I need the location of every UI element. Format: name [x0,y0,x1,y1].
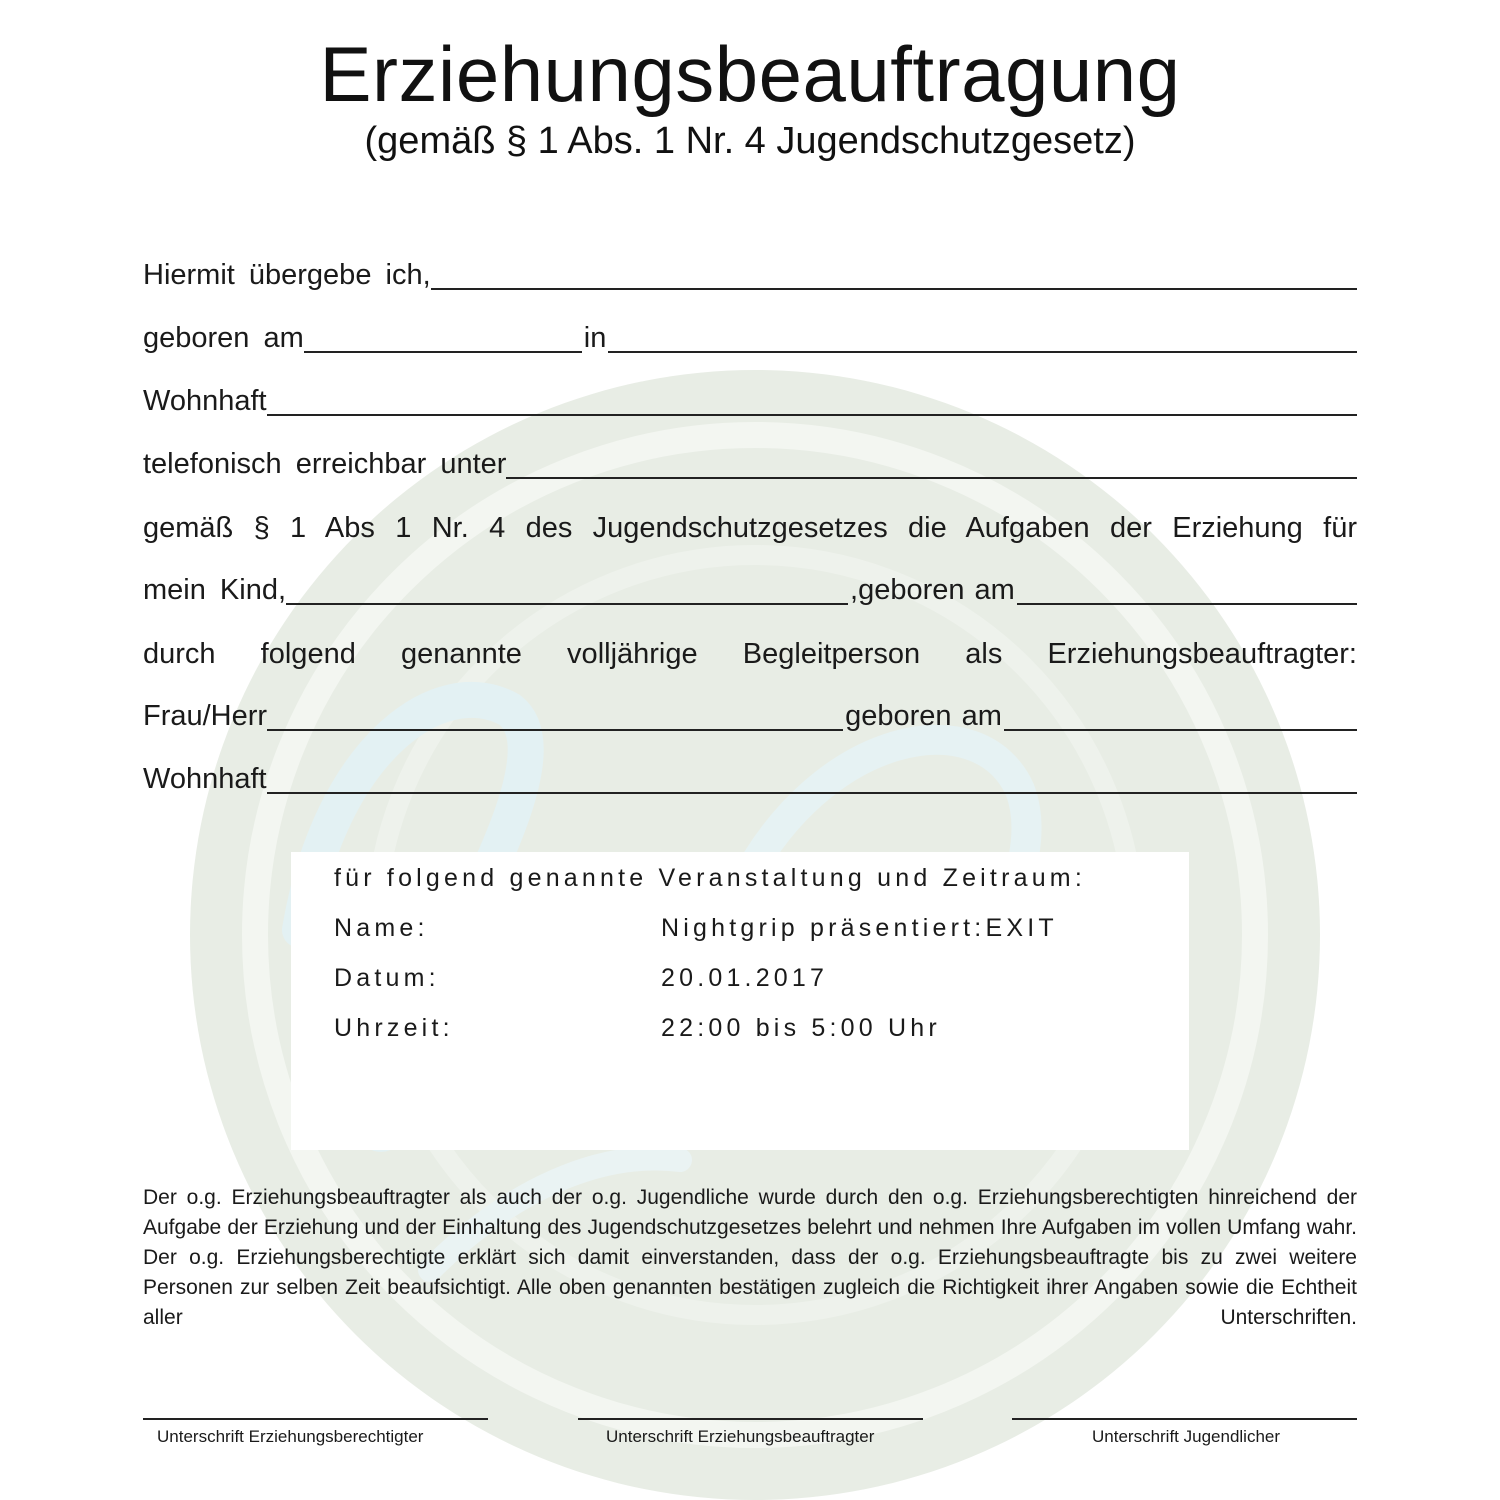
guardian-residence-field[interactable] [267,762,1357,794]
form-row-child [143,551,1357,614]
form-row-guardian-residence [143,740,1357,803]
guardian-label: Frau/Herr [143,700,268,732]
parent-residence-field[interactable] [267,384,1357,416]
child-born-label: ,geboren am [850,574,1015,606]
form-row-parent-residence [143,362,1357,425]
guardian-statement-text: durch folgend genannte volljährige Begleitperson als Erziehungsbeauftragter: [143,638,1357,670]
parent-label: Hiermit übergebe ich, [143,259,431,291]
guardian-residence-label: Wohnhaft [143,763,267,795]
form-row-statement [143,488,1357,551]
signature-line-parent[interactable] [143,1418,488,1420]
signature-line-minor[interactable] [1012,1418,1357,1420]
consent-form [143,236,1357,803]
signature-label-guardian: Unterschrift Erziehungsbeauftragter [606,1427,875,1446]
guardian-born-label: geboren am [845,700,1002,732]
guardian-name-field[interactable] [267,699,843,731]
event-name-value: Nightgrip präsentiert:EXIT [661,914,1058,942]
event-heading: für folgend genannte Veranstaltung und Zeitraum: [334,864,1086,892]
signature-line-guardian[interactable] [578,1418,923,1420]
event-name-label: Name: [334,914,429,942]
form-row-parent [143,236,1357,299]
form-row-phone [143,425,1357,488]
parent-residence-label: Wohnhaft [143,385,267,417]
disclaimer-paragraph: Der o.g. Erziehungsbeauftragter als auch der o.g. Jugendliche wurde durch den o.g. Erziehungsberechtigten hinreichend der Aufgabe der Erziehung und der Einhaltung des Jugendschutzgesetzes belehrt und nehmen Ihre Aufgaben im vollen Umfang wahr. Der o.g. Erziehungsberechtigte erklärt sich damit einverstanden, dass der o.g. Erziehungsbeauftragte bis zu zwei weitere Personen zur selben Zeit beaufsichtigt. Alle oben genannten bestätigen zugleich die Richtigkeit ihrer Angaben sowie die Echtheit aller Unterschriften. [143,1186,1357,1329]
child-label: mein Kind, [143,574,287,606]
signature-label-parent: Unterschrift Erziehungsberechtigter [157,1427,424,1446]
event-details-box [291,852,1189,1150]
signature-label-minor: Unterschrift Jugendlicher [1092,1427,1281,1446]
parent-birthplace-field[interactable] [608,321,1357,353]
event-date-label: Datum: [334,964,440,992]
event-date-value: 20.01.2017 [661,964,829,992]
document-title: Erziehungsbeauftragung [319,30,1181,118]
document-subtitle: (gemäß § 1 Abs. 1 Nr. 4 Jugendschutzgesetz) [364,120,1136,162]
event-time-label: Uhrzeit: [334,1014,454,1042]
parent-name-field[interactable] [431,258,1357,290]
form-row-guardian [143,677,1357,740]
guardian-birthdate-field[interactable] [1004,699,1357,731]
form-row-guardian-statement [143,614,1357,677]
statement-text: gemäß § 1 Abs 1 Nr. 4 des Jugendschutzgesetzes die Aufgaben der Erziehung für [143,512,1357,544]
phone-field[interactable] [506,447,1357,479]
parent-birthdate-field[interactable] [304,321,582,353]
parent-born-label: geboren am [143,322,304,354]
child-birthdate-field[interactable] [1017,573,1357,605]
child-name-field[interactable] [286,573,848,605]
form-row-parent-birth [143,299,1357,362]
phone-label: telefonisch erreichbar unter [143,448,507,480]
event-time-value: 22:00 bis 5:00 Uhr [661,1014,941,1042]
parent-born-in-label: in [583,322,607,354]
